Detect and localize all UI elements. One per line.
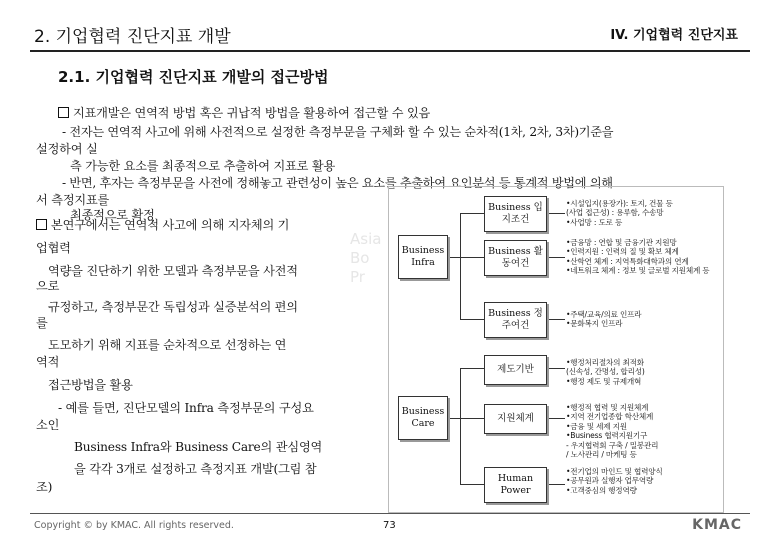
bullet-text: 본연구에서는 연역적 사고에 의해 지자체의 기 <box>51 218 290 232</box>
header-divider <box>30 50 750 52</box>
diagram-note <box>566 310 641 329</box>
body-line: 를 <box>36 316 48 330</box>
body-line: 역량을 진단하기 위한 모델과 측정부문을 사전적 <box>48 264 298 278</box>
copyright-text: Copyright © by KMAC. All rights reserved. <box>34 520 234 531</box>
note-line: - 우지협력회 구축 / 밀봉관리 <box>566 440 659 450</box>
diagram-node-business-infra: Business Infra <box>398 235 448 279</box>
diagram-note <box>566 358 645 386</box>
note-line: •금융망 : 연합 및 금융기관 지원망 <box>566 238 677 247</box>
connector-line <box>460 484 484 485</box>
connector-line <box>460 418 484 419</box>
connector-line <box>460 368 461 484</box>
bullet-line <box>58 104 430 121</box>
diagram-note <box>566 238 709 276</box>
note-line: •공무원과 실행자 업무역량 <box>566 476 654 486</box>
note-line: •고객중심의 행정역량 <box>566 485 637 495</box>
body-line: 최종적으로 확정 <box>70 208 155 222</box>
note-line: •행정 제도 및 규제개혁 <box>566 376 642 386</box>
checkbox-bullet-icon <box>58 107 69 118</box>
connector-line <box>545 368 565 369</box>
connector-line <box>446 257 460 258</box>
body-line: 조) <box>36 480 53 494</box>
note-line: (사업 접근성) : 용루함, 수송망 <box>566 208 664 218</box>
body-line: 을 각각 3개로 설정하고 측정지표 개발(그림 참 <box>74 462 317 476</box>
note-line: •네트워크 체계 : 정보 및 글로벌 지원체계 등 <box>566 266 710 276</box>
note-line: •산학연 체계 : 지역특화대학과의 연계 <box>566 256 689 266</box>
page-title: 2. 기업협력 진단지표 개발 <box>34 27 231 47</box>
connector-line <box>460 257 484 258</box>
diagram-node-human-power: Human Power <box>484 467 547 503</box>
body-line: 규정하고, 측정부문간 독립성과 실증분석의 편의 <box>48 300 298 314</box>
connector-line <box>545 418 565 419</box>
note-line: (신속성, 간명성, 합리성) <box>566 367 645 377</box>
body-line: 접근방법을 활용 <box>48 378 133 392</box>
diagram-node-location: Business 입지조건 <box>484 196 547 232</box>
connector-line <box>446 418 460 419</box>
diagram-note <box>566 199 673 227</box>
body-line: 소인 <box>36 418 60 432</box>
body-line: 업협력 <box>36 241 71 255</box>
note-line: / 노사관리 / 마케팅 등 <box>566 450 637 460</box>
connector-line <box>460 213 484 214</box>
body-line: 도모하기 위해 지표를 순차적으로 선정하는 연 <box>48 338 287 352</box>
diagram-node-business-care: Business Care <box>398 396 448 440</box>
body-line: - 예를 들면, 진단모델의 Infra 측정부문의 구성요 <box>58 401 314 415</box>
section-label: IV. 기업협력 진단지표 <box>610 28 738 43</box>
note-line: •행정적 협력 및 지원체계 <box>566 403 649 412</box>
note-line: •행정처리절차의 최적화 <box>566 358 644 367</box>
body-line: 측 가능한 요소를 최종적으로 추출하여 지표로 활용 <box>70 159 336 173</box>
watermark-line: Pr <box>350 268 365 286</box>
note-line: •시설입지(용장가): 토지, 건물 등 <box>566 199 673 208</box>
diagram-node-support: 지원체계 <box>484 404 547 434</box>
diagram-node-activity: Business 활동여건 <box>484 240 547 276</box>
connector-line <box>460 319 484 320</box>
diagram-node-settlement: Business 정주여건 <box>484 302 547 338</box>
note-line: •금융 및 세제 지원 <box>566 421 627 431</box>
body-line: 으로 <box>36 279 60 293</box>
diagram-note <box>566 403 658 459</box>
connector-line <box>545 319 565 320</box>
body-line: - 전자는 연역적 사고에 위해 사전적으로 설정한 측정부문을 구체화 할 수 있는 순차적(1차, 2차, 3차)기준을 <box>62 125 614 139</box>
footer-divider <box>30 513 750 514</box>
diagram-note <box>566 467 663 495</box>
connector-line <box>460 213 461 319</box>
note-line: •주택/교육/의료 인프라 <box>566 310 642 319</box>
watermark-line: Asia <box>350 230 382 248</box>
body-line: - 반면, 후자는 측정부문을 사전에 정해놓고 관련성이 높은 요소를 추출하여 요인분석 등 통계적 방법에 의해 <box>62 176 613 190</box>
body-line: 설정하여 실 <box>36 142 98 156</box>
bullet-line <box>36 216 289 233</box>
note-line: •인력지원 : 인력의 질 및 확보 체계 <box>566 247 679 257</box>
note-line: •문화복지 인프라 <box>566 319 623 329</box>
body-line: Business Infra와 Business Care의 관심영역 <box>74 440 323 454</box>
body-line: 역적 <box>36 355 60 369</box>
connector-line <box>545 213 565 214</box>
section-subtitle: 2.1. 기업협력 진단지표 개발의 접근방법 <box>58 68 329 86</box>
note-line: •지역 전기업종합 학산체계 <box>566 412 654 422</box>
watermark-text <box>350 230 381 287</box>
note-line: •사업망 : 도로 등 <box>566 217 623 227</box>
page-number: 73 <box>383 520 396 531</box>
bullet-text: 지표개발은 연역적 방법 혹은 귀납적 방법을 활용하여 접근할 수 있음 <box>73 106 431 120</box>
watermark-line: Bo <box>350 249 370 267</box>
kmac-logo: KMAC <box>692 517 742 533</box>
note-line: •Business 협력지원기구 <box>566 431 648 441</box>
connector-line <box>460 368 484 369</box>
note-line: •전기업의 마인드 및 협력양식 <box>566 467 663 476</box>
connector-line <box>545 484 565 485</box>
body-line: 서 측정지표를 <box>36 193 110 207</box>
connector-line <box>545 257 565 258</box>
diagram-node-institution: 제도기반 <box>484 355 547 385</box>
checkbox-bullet-icon <box>36 219 47 230</box>
